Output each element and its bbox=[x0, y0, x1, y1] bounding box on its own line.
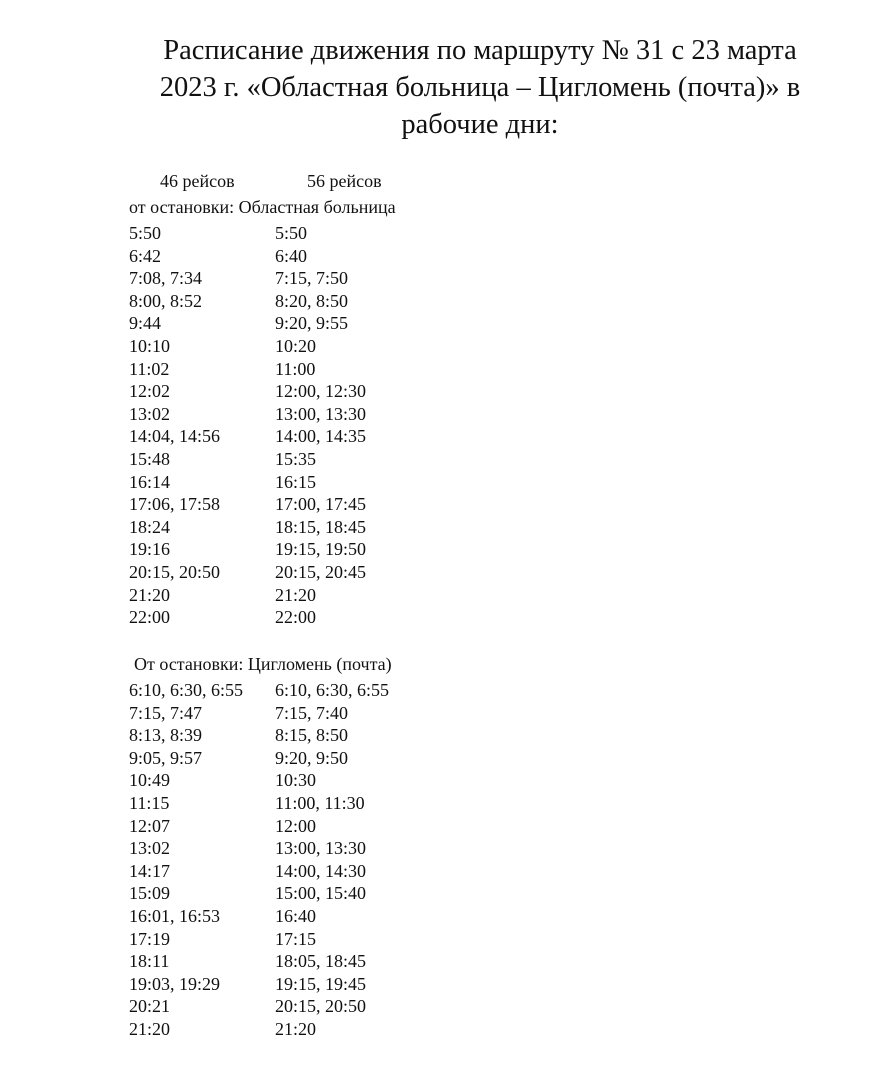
schedule-row bbox=[129, 882, 629, 905]
schedule-row bbox=[129, 724, 629, 747]
times-56-trips: 10:20 bbox=[275, 335, 317, 356]
times-56-trips: 8:20, 8:50 bbox=[275, 290, 349, 311]
times-46-trips: 15:48 bbox=[129, 448, 171, 469]
schedule-row bbox=[129, 679, 629, 702]
schedule-row bbox=[129, 516, 629, 539]
title-line-1: Расписание движения по маршруту № 31 с 23 марта bbox=[163, 35, 797, 66]
times-46-trips: 16:01, 16:53 bbox=[129, 905, 221, 926]
schedule-row bbox=[129, 606, 629, 629]
schedule-row bbox=[129, 1018, 629, 1041]
times-46-trips: 11:02 bbox=[129, 358, 170, 379]
times-56-trips: 20:15, 20:50 bbox=[275, 996, 367, 1017]
times-46-trips: 16:14 bbox=[129, 471, 171, 492]
times-56-trips: 8:15, 8:50 bbox=[275, 725, 349, 746]
schedule-row bbox=[129, 769, 629, 792]
column-header-46-trips: 46 рейсов bbox=[160, 171, 235, 191]
schedule-row bbox=[129, 358, 629, 381]
times-46-trips: 10:10 bbox=[129, 335, 171, 356]
times-56-trips: 13:00, 13:30 bbox=[275, 403, 367, 424]
schedule-row bbox=[129, 222, 629, 245]
times-56-trips: 21:20 bbox=[275, 1018, 317, 1039]
schedule-row bbox=[129, 815, 629, 838]
times-46-trips: 20:15, 20:50 bbox=[129, 561, 221, 582]
schedule-row bbox=[129, 493, 629, 516]
schedule-row bbox=[129, 860, 629, 883]
times-46-trips: 8:00, 8:52 bbox=[129, 290, 203, 311]
schedule-row bbox=[129, 584, 629, 607]
schedule-row bbox=[129, 245, 629, 268]
schedule-row bbox=[129, 792, 629, 815]
schedule-row bbox=[129, 702, 629, 725]
times-56-trips: 14:00, 14:35 bbox=[275, 426, 367, 447]
times-56-trips: 12:00, 12:30 bbox=[275, 381, 367, 402]
times-56-trips: 19:15, 19:50 bbox=[275, 539, 367, 560]
times-46-trips: 22:00 bbox=[129, 607, 171, 628]
schedule-row bbox=[129, 837, 629, 860]
times-46-trips: 6:42 bbox=[129, 245, 162, 266]
times-56-trips: 11:00, 11:30 bbox=[275, 792, 365, 813]
times-46-trips: 19:03, 19:29 bbox=[129, 973, 221, 994]
times-46-trips: 6:10, 6:30, 6:55 bbox=[129, 680, 244, 700]
times-56-trips: 17:00, 17:45 bbox=[275, 494, 367, 515]
schedule-row bbox=[129, 448, 629, 471]
times-56-trips: 6:40 bbox=[275, 245, 308, 266]
times-56-trips: 22:00 bbox=[275, 607, 317, 628]
schedule-row bbox=[129, 538, 629, 561]
times-56-trips: 11:00 bbox=[275, 358, 316, 379]
times-56-trips: 9:20, 9:50 bbox=[275, 747, 349, 768]
times-56-trips: 10:30 bbox=[275, 770, 317, 791]
times-56-trips: 7:15, 7:40 bbox=[275, 702, 349, 723]
column-header-56-trips: 56 рейсов bbox=[307, 171, 382, 191]
times-56-trips: 16:40 bbox=[275, 905, 317, 926]
times-46-trips: 19:16 bbox=[129, 539, 171, 560]
schedule-section-tsiglomen-pochta bbox=[129, 679, 629, 1041]
schedule-row bbox=[129, 267, 629, 290]
times-56-trips: 15:00, 15:40 bbox=[275, 883, 367, 904]
times-46-trips: 12:07 bbox=[129, 815, 171, 836]
times-46-trips: 10:49 bbox=[129, 770, 171, 791]
times-46-trips: 5:50 bbox=[129, 223, 162, 243]
times-46-trips: 7:08, 7:34 bbox=[129, 268, 203, 289]
schedule-row bbox=[129, 290, 629, 313]
times-56-trips: 6:10, 6:30, 6:55 bbox=[275, 680, 390, 700]
times-56-trips: 13:00, 13:30 bbox=[275, 838, 367, 859]
times-46-trips: 20:21 bbox=[129, 996, 171, 1017]
times-56-trips: 18:05, 18:45 bbox=[275, 951, 367, 972]
title-line-3: рабочие дни: bbox=[401, 109, 559, 140]
times-46-trips: 14:04, 14:56 bbox=[129, 426, 221, 447]
times-46-trips: 7:15, 7:47 bbox=[129, 702, 203, 723]
times-56-trips: 20:15, 20:45 bbox=[275, 561, 367, 582]
times-56-trips: 17:15 bbox=[275, 928, 317, 949]
title-line-2: 2023 г. «Областная больница – Цигломень (почта)» в bbox=[159, 72, 801, 103]
schedule-section-oblastnaya-bolnitsa bbox=[129, 222, 629, 629]
schedule-row bbox=[129, 995, 629, 1018]
schedule-row bbox=[129, 928, 629, 951]
times-46-trips: 12:02 bbox=[129, 381, 171, 402]
times-46-trips: 11:15 bbox=[129, 792, 170, 813]
schedule-row bbox=[129, 905, 629, 928]
times-46-trips: 9:44 bbox=[129, 313, 162, 334]
times-46-trips: 9:05, 9:57 bbox=[129, 747, 203, 768]
times-46-trips: 14:17 bbox=[129, 860, 171, 881]
times-56-trips: 7:15, 7:50 bbox=[275, 268, 349, 289]
schedule-row bbox=[129, 950, 629, 973]
page-title bbox=[120, 32, 840, 143]
schedule-row bbox=[129, 425, 629, 448]
column-headers bbox=[0, 171, 895, 195]
times-56-trips: 16:15 bbox=[275, 471, 317, 492]
times-56-trips: 5:50 bbox=[275, 223, 308, 243]
times-46-trips: 13:02 bbox=[129, 403, 171, 424]
times-46-trips: 18:11 bbox=[129, 951, 170, 972]
schedule-row bbox=[129, 312, 629, 335]
times-46-trips: 18:24 bbox=[129, 516, 171, 537]
times-46-trips: 13:02 bbox=[129, 838, 171, 859]
schedule-row bbox=[129, 380, 629, 403]
section-label-tsiglomen-pochta: От остановки: Цигломень (почта) bbox=[134, 654, 392, 674]
times-56-trips: 12:00 bbox=[275, 815, 317, 836]
times-56-trips: 9:20, 9:55 bbox=[275, 313, 349, 334]
times-56-trips: 14:00, 14:30 bbox=[275, 860, 367, 881]
schedule-row bbox=[129, 471, 629, 494]
schedule-row bbox=[129, 747, 629, 770]
times-46-trips: 21:20 bbox=[129, 584, 171, 605]
schedule-row bbox=[129, 335, 629, 358]
times-46-trips: 21:20 bbox=[129, 1018, 171, 1039]
times-46-trips: 17:19 bbox=[129, 928, 171, 949]
schedule-row bbox=[129, 561, 629, 584]
times-46-trips: 15:09 bbox=[129, 883, 171, 904]
times-46-trips: 8:13, 8:39 bbox=[129, 725, 203, 746]
times-56-trips: 19:15, 19:45 bbox=[275, 973, 367, 994]
schedule-row bbox=[129, 973, 629, 996]
times-56-trips: 15:35 bbox=[275, 448, 317, 469]
times-46-trips: 17:06, 17:58 bbox=[129, 494, 221, 515]
times-56-trips: 18:15, 18:45 bbox=[275, 516, 367, 537]
section-label-oblastnaya-bolnitsa: от остановки: Областная больница bbox=[129, 197, 396, 217]
times-56-trips: 21:20 bbox=[275, 584, 317, 605]
schedule-row bbox=[129, 403, 629, 426]
